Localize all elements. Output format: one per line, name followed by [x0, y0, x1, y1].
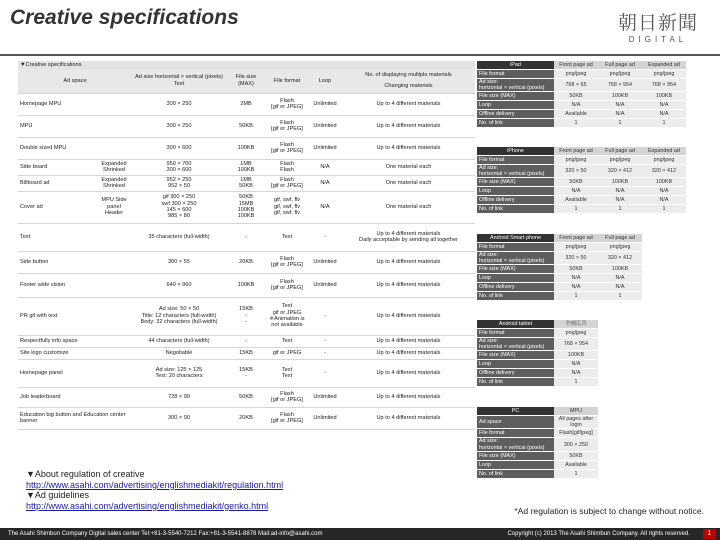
device-row-value: Flash[gif/jpeg] — [554, 429, 598, 438]
spec-ad-size: 300 × 90 — [132, 407, 226, 429]
device-row-label: File format — [477, 70, 554, 79]
device-row-value: N/A — [554, 283, 598, 292]
spec-ad-space: Education big button and Education center banner — [18, 407, 132, 429]
device-row-label: File format — [477, 156, 554, 165]
spec-materials: Up to 4 different materials — [342, 359, 475, 387]
spec-file-size: 15KB - - — [226, 297, 266, 335]
device-row-value: N/A — [598, 101, 642, 110]
spec-loop: - — [308, 223, 342, 251]
spec-ad-space: Side board — [18, 159, 96, 175]
device-row-value: 100KB — [554, 351, 598, 360]
device-row-value: Available — [554, 460, 598, 469]
device-row-value: 768 × 954 — [598, 79, 642, 92]
device-column-header: Full page ad — [598, 61, 642, 70]
spec-ad-size: 300 × 600 — [132, 137, 226, 159]
header-changing-materials: Changing materials — [384, 82, 433, 89]
spec-materials: Up to 4 different materials Daily acceptable by sending all together — [342, 223, 475, 251]
spec-file-size: 1MB 50KB — [226, 175, 266, 191]
device-row-value: 768 × 954 — [642, 79, 686, 92]
spec-ad-space: Site logo customize — [18, 347, 132, 359]
section-label: ▼Creative specifications — [18, 61, 475, 69]
spec-materials: Up to 4 different materials — [342, 387, 475, 407]
title-divider — [0, 54, 720, 56]
spec-file-size: 15KB — [226, 347, 266, 359]
device-panel — [477, 407, 598, 479]
spec-row — [18, 137, 475, 159]
device-row-value: png/jpeg — [554, 243, 598, 252]
spec-file-format: Flash Flash — [266, 159, 308, 175]
spec-ad-space: Job leaderboard — [18, 387, 132, 407]
device-row-value: 100KB — [642, 92, 686, 101]
spec-ad-size: 952 × 250 952 × 50 — [132, 175, 226, 191]
header-loop: Loop — [308, 69, 342, 93]
device-row-value: N/A — [554, 187, 598, 196]
device-row-label: File size (MAX) — [477, 451, 554, 460]
device-row-label: File size (MAX) — [477, 265, 554, 274]
device-row-value: N/A — [598, 274, 642, 283]
spec-file-size: 1MB 100KB — [226, 159, 266, 175]
spec-ad-subspace: MPU Side panel Header — [96, 191, 132, 223]
spec-materials: Up to 4 different materials — [342, 347, 475, 359]
spec-ad-size: 300 × 55 — [132, 251, 226, 273]
spec-ad-space: PR gif with text — [18, 297, 132, 335]
device-row-value: 320 × 50 — [554, 252, 598, 265]
spec-file-format: Flash [gif or JPEG] — [266, 273, 308, 297]
device-name: Android Smart phone — [477, 234, 554, 243]
spec-file-format: Flash [gif or JPEG] — [266, 407, 308, 429]
device-row-label: No. of link — [477, 378, 554, 387]
device-row-label: File format — [477, 243, 554, 252]
spec-loop: N/A — [308, 175, 342, 191]
page-title: Creative specifications — [10, 6, 239, 29]
device-row-value: 100KB — [642, 178, 686, 187]
device-row-value: 100KB — [598, 92, 642, 101]
device-row-value: 1 — [598, 119, 642, 128]
device-row-label: Offline delivery — [477, 196, 554, 205]
device-row-value: 1 — [598, 292, 642, 301]
spec-file-format: Text — [266, 335, 308, 347]
spec-materials: Up to 4 different materials — [342, 115, 475, 137]
spec-ad-space: Footer wide vision — [18, 273, 132, 297]
spec-loop: Unlimited — [308, 251, 342, 273]
spec-ad-subspace: Expanded Shrinked — [96, 175, 132, 191]
spec-row — [18, 359, 475, 387]
device-row-value: Available — [554, 196, 598, 205]
footnote: *Ad regulation is subject to change without notice. — [514, 506, 704, 516]
device-row-value: png/jpeg — [554, 329, 598, 338]
device-row-label: File size (MAX) — [477, 92, 554, 101]
guidelines-label: ▼Ad guidelines — [26, 490, 89, 501]
logo-en-text: DIGITAL — [628, 35, 688, 44]
header-ad-size: Ad size horizontal × vertical (pixels) Text — [132, 69, 226, 93]
device-row-value: N/A — [642, 101, 686, 110]
spec-row — [18, 175, 475, 191]
spec-loop: Unlimited — [308, 407, 342, 429]
spec-materials: One material each — [342, 175, 475, 191]
device-row-label: File format — [477, 329, 554, 338]
spec-file-format: Flash [gif or JPEG] — [266, 115, 308, 137]
spec-ad-space: Double sized MPU — [18, 137, 132, 159]
device-row-label: Loop — [477, 187, 554, 196]
device-row-value: N/A — [554, 369, 598, 378]
spec-row — [18, 387, 475, 407]
spec-ad-size: Ad size: 125 × 125 Text: 20 characters — [132, 359, 226, 387]
device-row-label: Loop — [477, 460, 554, 469]
spec-ad-size: 300 × 250 — [132, 115, 226, 137]
device-row-value: N/A — [642, 187, 686, 196]
spec-ad-size: Negotiable — [132, 347, 226, 359]
spec-file-size: 2MB — [226, 93, 266, 115]
device-row-value: 1 — [554, 378, 598, 387]
spec-file-size: 50KB — [226, 115, 266, 137]
device-column-header: MPU — [554, 407, 598, 416]
spec-row — [18, 297, 475, 335]
device-row-label: Loop — [477, 274, 554, 283]
device-row-value: N/A — [598, 196, 642, 205]
device-row-value: Available — [554, 110, 598, 119]
device-row-value: 320 × 50 — [554, 165, 598, 178]
device-row-label: Loop — [477, 360, 554, 369]
device-row-value: 1 — [642, 119, 686, 128]
device-row-label: Ad size: horizontal × vertical (pixels) — [477, 438, 554, 451]
regulation-link[interactable]: http://www.asahi.com/advertising/englishmediakit/regulation.html — [26, 479, 284, 490]
device-panel — [477, 61, 686, 128]
page-number: 1 — [703, 529, 716, 539]
device-row-value: 768 × 65 — [554, 79, 598, 92]
device-row-label: Ad size: horizontal × vertical (pixels) — [477, 252, 554, 265]
spec-ad-subspace: Expanded Shrinked — [96, 159, 132, 175]
spec-row — [18, 93, 475, 115]
device-row-value: 50KB — [554, 265, 598, 274]
device-row-value: png/jpeg — [554, 70, 598, 79]
device-panel — [477, 147, 686, 214]
device-row-value: All pages after login — [554, 416, 598, 429]
device-row-label: File size (MAX) — [477, 351, 554, 360]
spec-materials: One material each — [342, 191, 475, 223]
device-row-label: Ad size: horizontal × vertical (pixels) — [477, 165, 554, 178]
spec-file-size: 50KB — [226, 387, 266, 407]
brand-logo — [618, 8, 698, 44]
spec-file-format: Flash [gif or JPEG] — [266, 251, 308, 273]
device-row-value: 320 × 412 — [598, 252, 642, 265]
device-row-value: N/A — [554, 360, 598, 369]
spec-materials: Up to 4 different materials — [342, 335, 475, 347]
spec-row — [18, 191, 475, 223]
spec-loop: - — [308, 347, 342, 359]
device-row-value: N/A — [598, 283, 642, 292]
spec-ad-space: Side button — [18, 251, 132, 273]
spec-loop: - — [308, 359, 342, 387]
spec-loop: - — [308, 335, 342, 347]
device-row-label: No. of link — [477, 292, 554, 301]
device-row-value: 768 × 954 — [554, 338, 598, 351]
device-row-value: N/A — [642, 110, 686, 119]
device-column-header: 全画広告 — [554, 320, 598, 329]
spec-loop: Unlimited — [308, 273, 342, 297]
spec-materials: Up to 4 different materials — [342, 297, 475, 335]
device-row-label: Loop — [477, 101, 554, 110]
device-column-header: Front page ad — [554, 61, 598, 70]
device-column-header: Full page ad — [598, 234, 642, 243]
device-row-value: png/jpeg — [598, 156, 642, 165]
device-name: iPhone — [477, 147, 554, 156]
spec-file-size: 100KB — [226, 137, 266, 159]
device-row-value: N/A — [554, 274, 598, 283]
spec-ad-space: Text — [18, 223, 132, 251]
spec-file-format: gif or JPEG — [266, 347, 308, 359]
spec-file-format: Text Text — [266, 359, 308, 387]
spec-loop: Unlimited — [308, 387, 342, 407]
spec-materials: Up to 4 different materials — [342, 251, 475, 273]
device-panel — [477, 234, 642, 301]
device-row-label: File format — [477, 429, 554, 438]
notes-block — [26, 469, 283, 511]
device-row-value: 1 — [554, 205, 598, 214]
spec-file-format: Flash [gif or JPEG] — [266, 137, 308, 159]
spec-file-format: Flash [gif or JPEG] — [266, 93, 308, 115]
spec-ad-space: Homepage MPU — [18, 93, 132, 115]
device-row-value: N/A — [642, 196, 686, 205]
device-row-value: 300 × 250 — [554, 438, 598, 451]
device-row-value: 1 — [598, 205, 642, 214]
spec-file-size: - — [226, 223, 266, 251]
device-row-value: N/A — [554, 101, 598, 110]
spec-loop: Unlimited — [308, 137, 342, 159]
spec-row — [18, 273, 475, 297]
spec-file-format: Text — [266, 223, 308, 251]
spec-row — [18, 407, 475, 429]
spec-materials: One material each — [342, 159, 475, 175]
device-column-header: Front page ad — [554, 147, 598, 156]
device-row-value: 100KB — [598, 178, 642, 187]
device-row-value: png/jpeg — [598, 70, 642, 79]
device-row-label: No. of link — [477, 119, 554, 128]
spec-materials: Up to 4 different materials — [342, 137, 475, 159]
spec-ad-space: MPU — [18, 115, 132, 137]
spec-ad-size: 300 × 250 — [132, 93, 226, 115]
spec-file-format: Flash [gif or JPEG] — [266, 387, 308, 407]
device-row-value: png/jpeg — [598, 243, 642, 252]
device-row-value: png/jpeg — [642, 70, 686, 79]
spec-loop: Unlimited — [308, 115, 342, 137]
device-column-header: Full page ad — [598, 147, 642, 156]
footer-copyright: Copyright (c) 2013 The Asahi Shimbun Company. All rights reserved. — [507, 531, 690, 537]
spec-file-size: - — [226, 335, 266, 347]
device-row-label: Ad size: horizontal × vertical (pixels) — [477, 79, 554, 92]
spec-loop: Unlimited — [308, 93, 342, 115]
specs-table — [18, 69, 475, 430]
spec-ad-size: 950 × 700 300 × 600 — [132, 159, 226, 175]
spec-row — [18, 159, 475, 175]
header-ad-space: Ad space — [18, 69, 132, 93]
spec-file-size: 15KB - — [226, 359, 266, 387]
device-name: PC — [477, 407, 554, 416]
device-row-value: 1 — [554, 292, 598, 301]
spec-loop: - — [308, 297, 342, 335]
device-row-value: 320 × 412 — [642, 165, 686, 178]
device-row-value: 50KB — [554, 178, 598, 187]
spec-row — [18, 223, 475, 251]
spec-file-format: Text gif or JPEG ※Animation is not available — [266, 297, 308, 335]
device-row-label: Offline delivery — [477, 110, 554, 119]
spec-file-size: 50KB 15MB 100KB 100KB — [226, 191, 266, 223]
spec-row — [18, 347, 475, 359]
logo-jp-text: 朝日新聞 — [617, 12, 698, 34]
spec-materials: Up to 4 different materials — [342, 407, 475, 429]
spec-file-format: gif, swf, flv gif, swf, flv gif, swf, flv — [266, 191, 308, 223]
device-row-value: 50KB — [554, 92, 598, 101]
spec-ad-size: 728 × 90 — [132, 387, 226, 407]
device-row-value: png/jpeg — [642, 156, 686, 165]
spec-ad-space: Homepage panel — [18, 359, 132, 387]
device-row-label: Ad space — [477, 416, 554, 429]
spec-ad-space: Respectfully info space — [18, 335, 132, 347]
device-row-label: Ad size: horizontal × vertical (pixels) — [477, 338, 554, 351]
device-row-label: Offline delivery — [477, 369, 554, 378]
spec-file-format: Flash [gif or JPEG] — [266, 175, 308, 191]
device-row-label: File size (MAX) — [477, 178, 554, 187]
device-column-header: Front page ad — [554, 234, 598, 243]
device-name: Android tablet — [477, 320, 554, 329]
spec-row — [18, 251, 475, 273]
device-row-label: Offline delivery — [477, 283, 554, 292]
spec-loop: N/A — [308, 159, 342, 175]
specs-header-row — [18, 69, 475, 93]
spec-ad-size: 44 characters (full-width) — [132, 335, 226, 347]
header-multiple-materials-label: No. of displaying multiple materials — [365, 72, 452, 79]
spec-materials: Up to 4 different materials — [342, 93, 475, 115]
header-file-format: File format — [266, 69, 308, 93]
spec-row — [18, 115, 475, 137]
spec-ad-size: 640 × 960 — [132, 273, 226, 297]
footer-bar — [0, 528, 720, 540]
spec-file-size: 100KB — [226, 273, 266, 297]
device-row-value: 320 × 412 — [598, 165, 642, 178]
spec-materials: Up to 4 different materials — [342, 273, 475, 297]
spec-ad-space: Cover ad — [18, 191, 96, 223]
spec-loop: N/A — [308, 191, 342, 223]
header-multiple-materials — [342, 69, 475, 93]
spec-ad-space: Billboard ad — [18, 175, 96, 191]
device-name: iPad — [477, 61, 554, 70]
spec-ad-size: 35 characters (full-width) — [132, 223, 226, 251]
device-row-value: 1 — [642, 205, 686, 214]
header-file-size: File size (MAX) — [226, 69, 266, 93]
device-column-header: Expanded ad — [642, 61, 686, 70]
spec-ad-size: Ad size: 50 × 50 Title: 12 characters (full-width) Body: 32 characters (full-width) — [132, 297, 226, 335]
device-row-label: No. of link — [477, 469, 554, 478]
footer-contact: The Asahi Shimbun Company Digital sales center Tel:+81-3-5540-7212 Fax:+81-3-5541-8878 Mail:ad-info@asahi.com — [8, 531, 323, 537]
regulation-label: ▼About regulation of creative — [26, 469, 145, 479]
device-row-value: 1 — [554, 469, 598, 478]
device-panel — [477, 320, 598, 387]
spec-file-size: 20KB — [226, 251, 266, 273]
device-row-label: No. of link — [477, 205, 554, 214]
device-row-value: N/A — [598, 187, 642, 196]
guidelines-link[interactable]: http://www.asahi.com/advertising/englishmediakit/genko.html — [26, 500, 269, 511]
spec-file-size: 20KB — [226, 407, 266, 429]
device-row-value: png/jpeg — [554, 156, 598, 165]
device-row-value: 1 — [554, 119, 598, 128]
spec-ad-size: gif 300 × 250 swf 300 × 250 145 × 600 985 × 80 — [132, 191, 226, 223]
device-row-value: 50KB — [554, 451, 598, 460]
device-row-value: N/A — [598, 110, 642, 119]
device-row-value: 100KB — [598, 265, 642, 274]
device-column-header: Expanded ad — [642, 147, 686, 156]
spec-row — [18, 335, 475, 347]
